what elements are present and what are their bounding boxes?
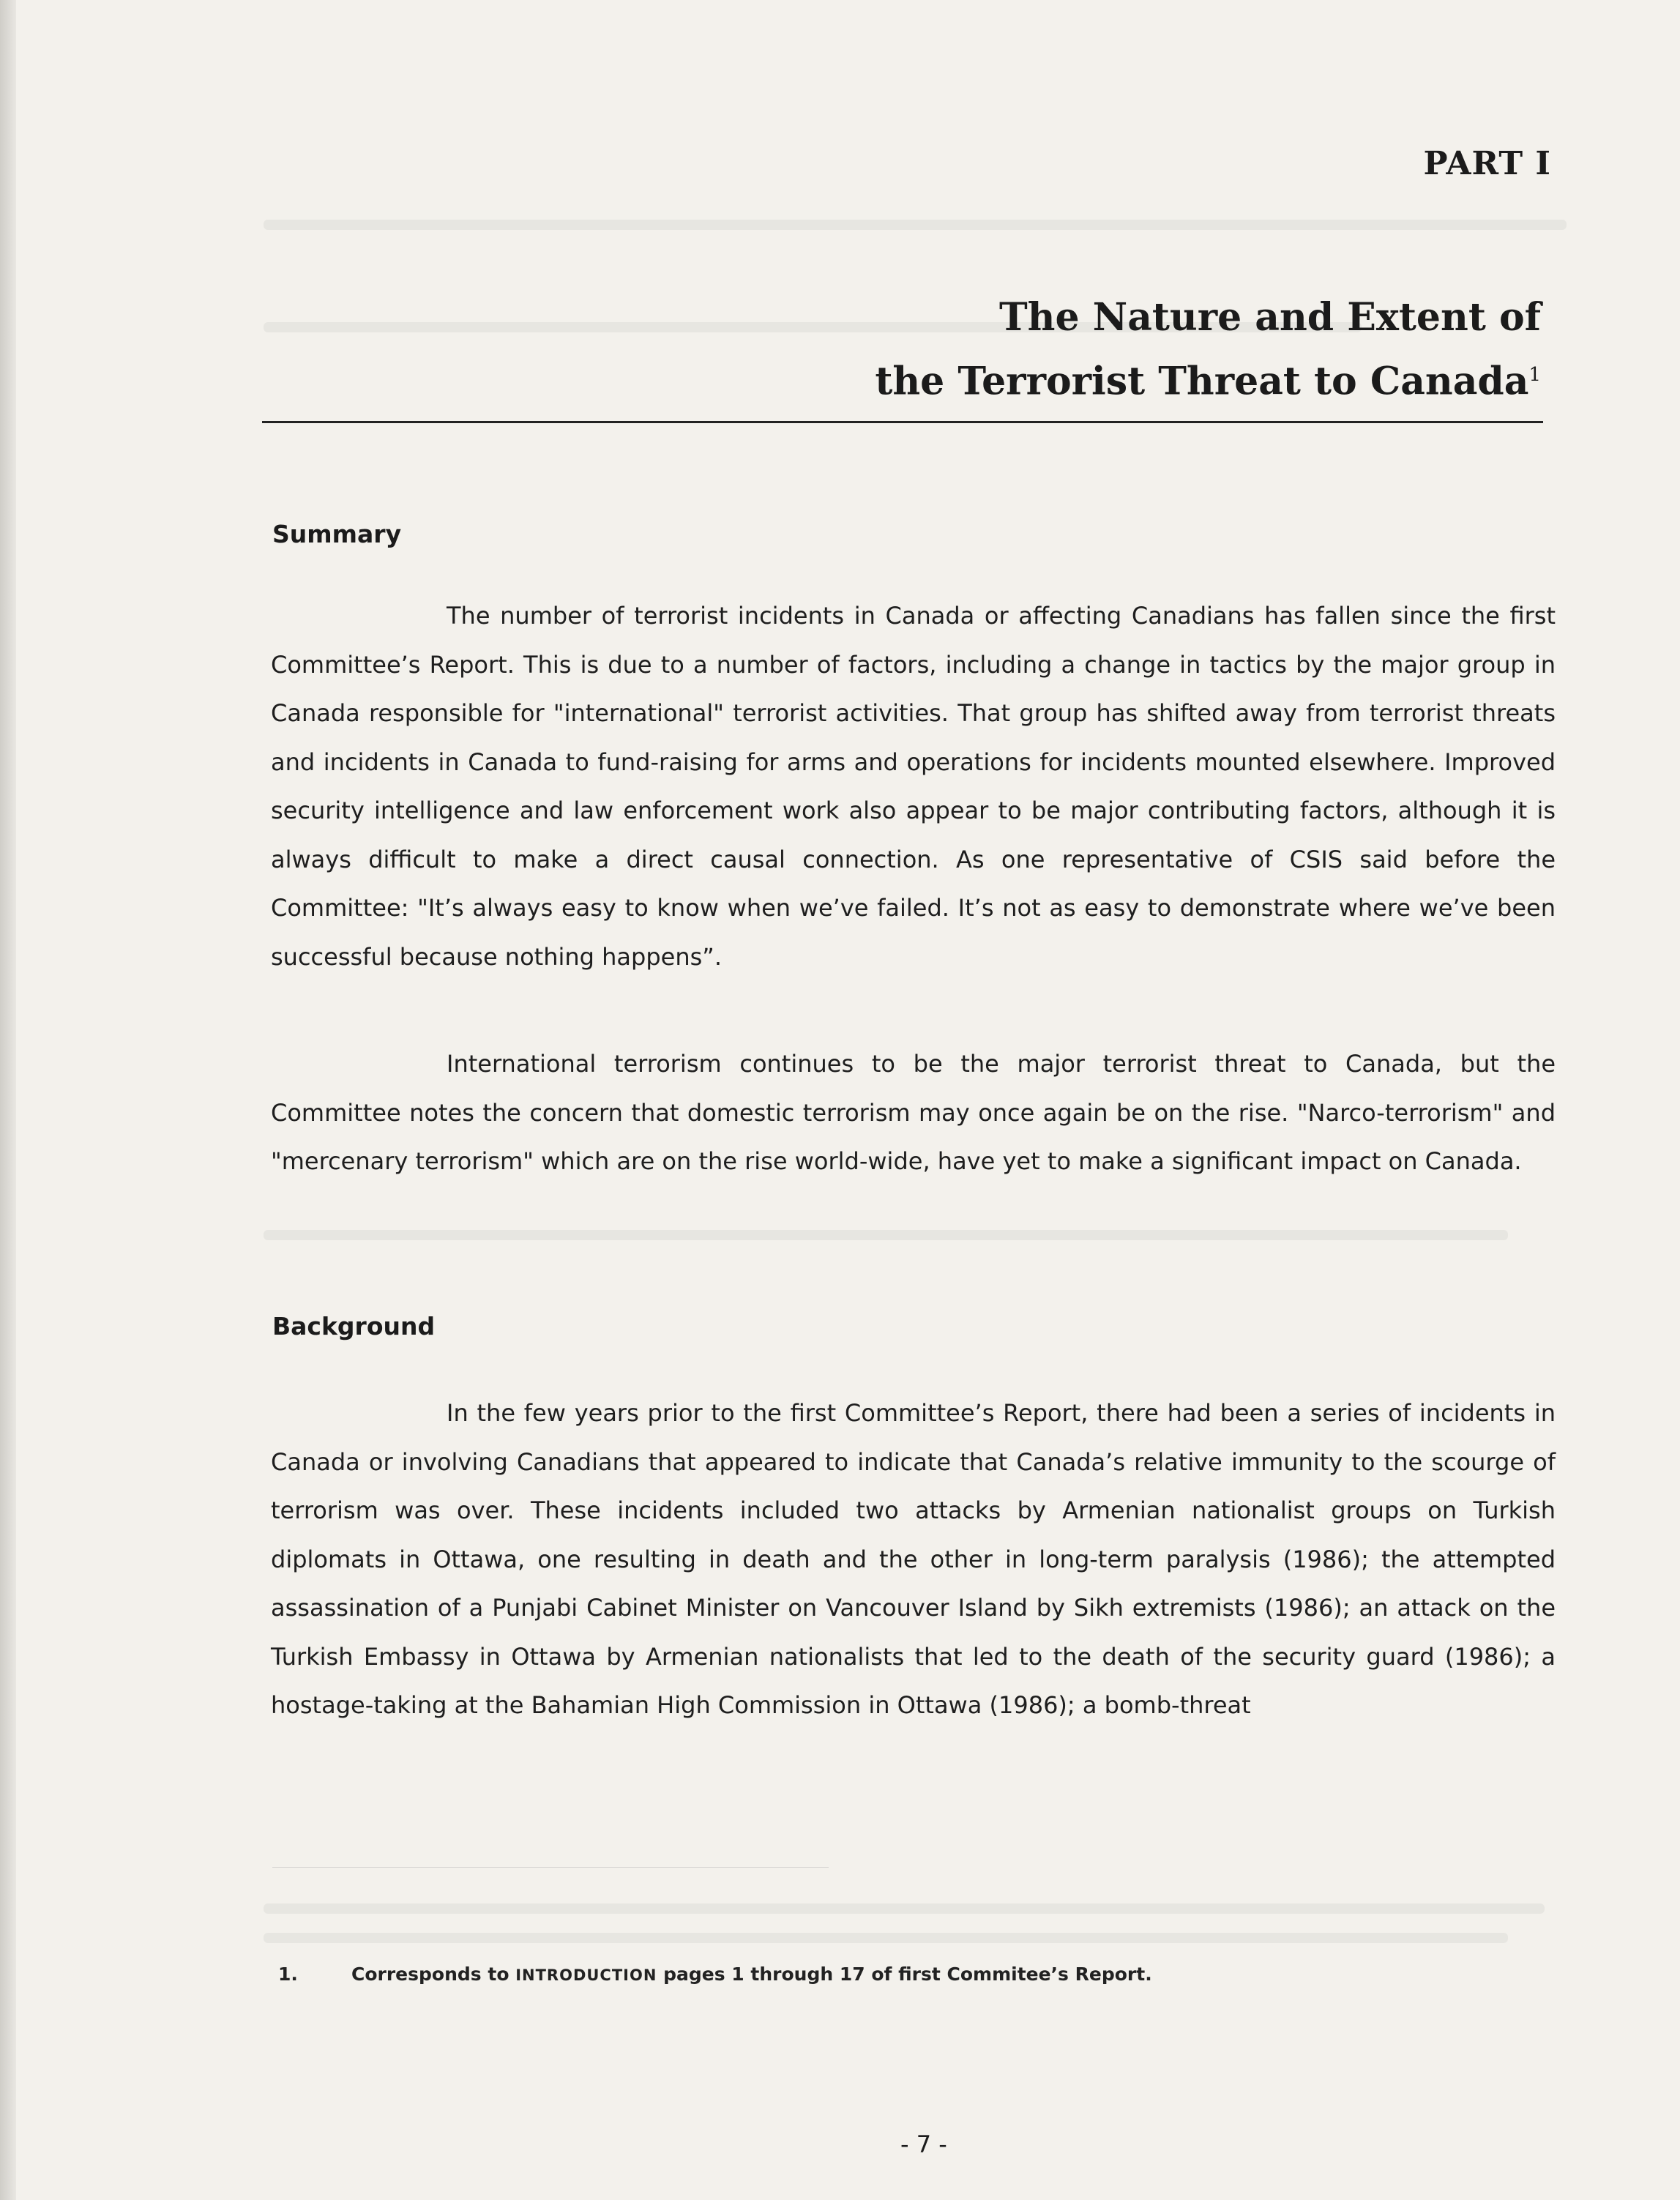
- background-heading: Background: [272, 1312, 436, 1340]
- page-binding-edge: [0, 0, 16, 2200]
- bleed-through-texture: [264, 1230, 1508, 1240]
- page-number: - 7 -: [900, 2130, 947, 2158]
- bleed-through-texture: [264, 1903, 1545, 1914]
- footnote-divider: [272, 1867, 829, 1868]
- chapter-title-line2: the Terrorist Threat to Canada: [875, 359, 1529, 404]
- footnote-text-after: pages 1 through 17 of first Commitee’s Report.: [657, 1964, 1152, 1985]
- background-paragraph-1: In the few years prior to the first Committee’s Report, there had been a series of incidents in Canada or involving Canadians that appeared to indicate that Canada’s relative immunity to the scourge of terrorism was over. These incidents included two attacks by Armenian nationalist groups on Turkish diplomats in Ottawa, one resulting in death and the other in long-term paralysis (1986); the attempted assassination of a Punjabi Cabinet Minister on Vancouver Island by Sikh extremists (1986); an attack on the Turkish Embassy in Ottawa by Armenian nationalists that led to the death of the security guard (1986); a hostage-taking at the Bahamian High Commission in Ottawa (1986); a bomb-threat: [271, 1399, 1556, 1719]
- footnote-smallcaps: INTRODUCTION: [515, 1966, 657, 1984]
- title-footnote-ref: 1: [1528, 364, 1541, 386]
- chapter-title: [516, 289, 1541, 410]
- summary-heading: Summary: [272, 520, 402, 548]
- footnote: [278, 1964, 1523, 1985]
- summary-paragraph-1: The number of terrorist incidents in Canada or affecting Canadians has fallen since the first Committee’s Report. This is due to a number of factors, including a change in tactics by the major group in Canada responsible for "international" terrorist activities. That group has shifted away from terrorist threats and incidents in Canada to fund-raising for arms and operations for incidents mounted elsewhere. Improved security intelligence and law enforcement work also appear to be major contributing factors, although it is always difficult to make a direct causal connection. As one representative of CSIS said before the Committee: "It’s always easy to know when we’ve failed. It’s not as easy to demonstrate where we’ve been successful because nothing happens”.: [271, 602, 1556, 971]
- bleed-through-texture: [264, 1933, 1508, 1943]
- bleed-through-texture: [264, 220, 1567, 230]
- part-label: PART I: [1423, 145, 1551, 182]
- chapter-title-line1: The Nature and Extent of: [998, 295, 1541, 340]
- summary-paragraph-2: International terrorism continues to be the major terrorist threat to Canada, but the Committee notes the concern that domestic terrorism may once again be on the rise. "Narco-terrorism" and "mercenary terrorism" which are on the rise world-wide, have yet to make a significant impact on Canada.: [271, 1050, 1556, 1175]
- footnote-text-before: Corresponds to: [351, 1964, 516, 1985]
- title-divider: [262, 421, 1543, 423]
- footnote-number: 1.: [278, 1964, 298, 1985]
